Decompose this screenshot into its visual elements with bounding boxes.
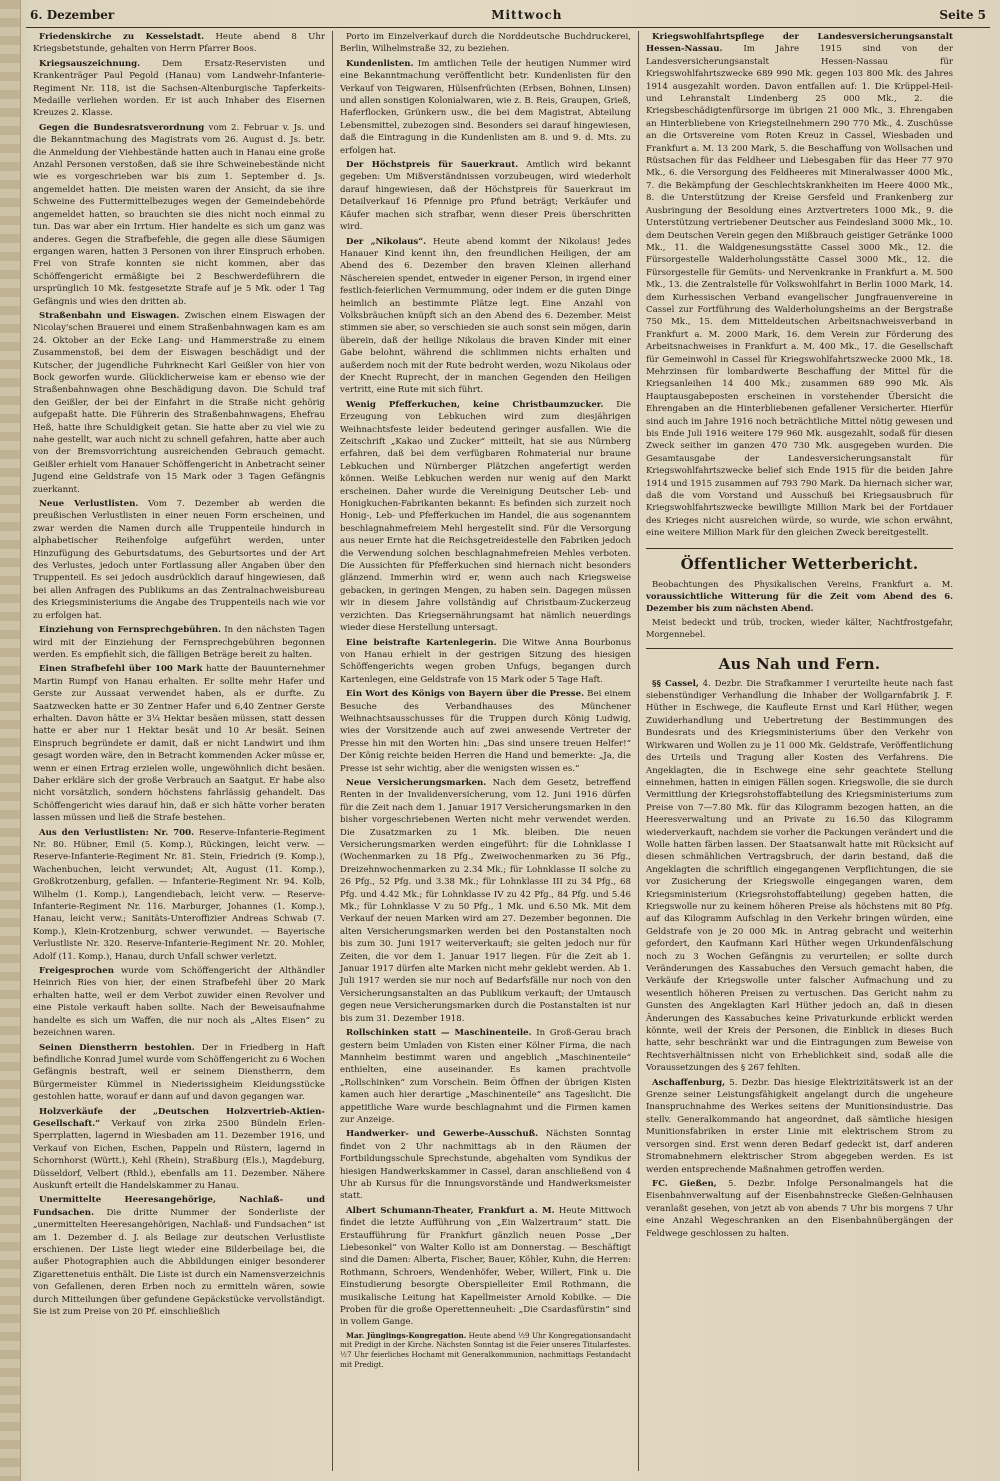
- article-body: Heute abend kommt der Nikolaus! Jedes Hanauer Kind kennt ihn, den freundlichen Heiligen, der am Abend des 6. Dezember den braven Kleinen allerhand Näschereien spendet, entweder in eigener Person, in irgend einer festlich-feierlichen Vermummung, oder indem er die guten Dinge heimlich an bestimmte Plätze legt. Eine Anzahl von Volksbräuchen knüpft sich an den Abend des 6. Dezember. Meist stimmen sie aber, so verschieden sie auch sonst sein mögen, darin überein, daß der heilige Nikolaus die braven Kinder mit einer Gabe belohnt, während die schlimmen nichts erhalten und außerdem noch mit der Rute bedroht werden, wozu Nikolaus oder der Knecht Ruprecht, der in manchen Gegenden den Heiligen vertritt, eine Rute mit sich führt.: [340, 236, 631, 396]
- article-body: Dem Ersatz-Reservisten und Krankenträger Paul Pegold (Hanau) vom Landwehr-Infanterie-Regiment Nr. 118, ist die Sachsen-Altenburgische Tapferkeits-Medaille verliehen worden. Er ist auch Inhaber des Eisernen Kreuzes 2. Klasse.: [33, 58, 325, 119]
- article-body: 5. Dezbr. Infolge Personalmangels hat die Eisenbahnverwaltung auf der Eisenbahnstrecke Gießen-Gelnhausen veranlaßt gesehen, von jetzt ab von abends 7 Uhr bis morgens 7 Uhr eine Anzahl Wegeschranken an den Eisenbahnübergängen der Feldwege geschlossen zu halten.: [646, 1178, 953, 1239]
- article: [33, 965, 325, 1039]
- article: [646, 31, 953, 540]
- weather-forecast: Meist bedeckt und trüb, trocken, wieder kälter, Nachtfrostgefahr, Morgennebel.: [646, 616, 953, 639]
- article-body: Im amtlichen Teile der heutigen Nummer wird eine Bekanntmachung veröffentlicht betr. Kundenlisten für den Verkauf von Teigwaren, Hülsenfrüchten (Erbsen, Bohnen, Linsen) und allen sonstigen Kolonialwaren, wie z. B. Reis, Graupen, Grieß, Haferflocken, Grünkern usw., die bei dem Magistrat, Abteilung Lebensmittel, zubezogen sind. Besonders sei darauf hingewiesen, daß die Eintragung in die Kundenlisten am 8. und 9. d. Mts. zu erfolgen hat.: [340, 58, 632, 156]
- article: [340, 637, 631, 687]
- header-page-number: Seite 5: [939, 8, 986, 22]
- article-headline: Albert Schumann-Theater, Frankfurt a. M.: [346, 1205, 555, 1216]
- section-nah-und-fern: [646, 678, 953, 1240]
- article-body: Bei einem Besuche des Verbandhauses des Münchener Weihnachtsausschusses für die Truppen durch König Ludwig, wies der Vorsitzende auch auf zwei anwesende Vertreter der Presse hin mit den Worten hin: „Das sind unsere treuen Helfer!“ Der König reichte beiden Herren die Hand und bemerkte: „Ja, die Presse ist sehr wichtig, aber die wenigsten wissen es.“: [340, 689, 631, 774]
- article-body: Amtlich wird bekannt gegeben: Um Mißverständnissen vorzubeugen, wird wiederholt darauf hingewiesen, daß der Höchstpreis für Sauerkraut im Detailverkauf 16 Pfennige pro Pfund beträgt; Verkäufer und Käufer machen sich strafbar, wenn dieser Preis überschritten wird.: [340, 160, 631, 233]
- article-headline: Seinen Dienstherrn bestohlen.: [39, 1042, 195, 1053]
- weather-report-lead: [646, 578, 953, 614]
- article-headline: Der Höchstpreis für Sauerkraut.: [346, 160, 519, 171]
- article-headline: Aschaffenburg,: [652, 1077, 726, 1088]
- article-body: 5. Dezbr. Das hiesige Elektrizitätswerk ist an der Grenze seiner Leistungsfähigkeit angelangt durch die ungeheure Inanspruchnahme des Werkes seitens der Munitionsindustrie. Das stellv. Generalkommando hat angeordnet, daß sämtliche hiesigen Munitionsfabriken in erster Linie mit elektrischem Strom zu versorgen sind. Erst wenn deren Bedarf gedeckt ist, darf anderen Stromabnehmern elektrischer Strom abgegeben werden. Es ist werden entsprechende Maßnahmen getroffen werden.: [646, 1077, 954, 1175]
- article: [33, 663, 325, 824]
- article-body: Heute abend ½9 Uhr Kongregationsandacht mit Predigt in der Kirche. Nächsten Sonntag ist die Feier unseres Titularfestes. ½7 Uhr feierliches Hochamt mit Generalkommunion, nachmittags Festandacht mit Predigt.: [340, 1330, 631, 1369]
- article-body: Die dritte Nummer der Sonderliste der „unermittelten Heeresangehörigen, Nachlaß- und Fundsachen“ ist am 1. Dezember d. J. als Beilage zur deutschen Verlustliste erschienen. Der Liste liegt wieder eine Bilderbeilage bei, die außer Photographien auch die Abbildungen einiger besonderer Zigarettenetuis enthält. Die Liste ist durch ein Namensverzeichnis von Gefallenen, deren Erben noch zu ermitteln wären, sowie durch Mitteilungen über gefundene Gepäckstücke vervollständigt. Sie ist zum Preise von 20 Pf. einschließlich: [33, 1207, 325, 1318]
- binding-edge: [0, 0, 21, 1481]
- article: [340, 399, 631, 635]
- article-body: Zwischen einem Eiswagen der Nicolay'schen Brauerei und einem Straßenbahnwagen kam es am 24. Oktober an der Ecke Lang- und Hammerstraße zu einem Zusammenstoß, bei dem der Eiswagen beschädigt und der Kutscher, der jugendliche Fuhrknecht Karl Geißler von hier von Bock geworfen wurde. Glücklicherweise kam er ebenso wie der Straßenbahnwagen ohne Beschädigung davon. Die Schuld traf den Geißler, der bei der Einfahrt in die Straße nicht gehörig aufgepaßt hatte. Die Führerin des Straßenbahnwagens, Ehefrau Heß, hatte ihre Schuldigkeit getan. Sie hatte aber zu viel wie zu nahe gestellt, war auch nicht zu schnell gefahren, hatte aber auch von der Bremsvorrichtung ausreichenden Gebrauch gemacht. Geißler erhielt vom Hanauer Schöffengericht in Anbetracht seiner Jugend eine Geldstrafe von 15 Mark oder 3 Tagen Gefängnis zuerkannt.: [33, 310, 326, 495]
- article-headline: Aus den Verlustlisten: Nr. 700.: [39, 827, 195, 838]
- article-headline: Kundenlisten.: [346, 58, 414, 69]
- article: [340, 236, 631, 397]
- section-title-nah-und-fern: Aus Nah und Fern.: [646, 648, 953, 673]
- article: [33, 1106, 325, 1193]
- column-left: [26, 31, 332, 1471]
- article-headline: Rollschinken statt — Maschinenteile.: [346, 1028, 532, 1039]
- article: [33, 498, 325, 622]
- article-body: Vom 7. Dezember ab werden die preußischen Verlustlisten in einer neuen Form erscheinen, und zwar werden die Namen durch alle Truppenteile hindurch in alphabetischer Reihenfolge aufgeführt werden, unter Hinzufügung des Geburtsdatums, des Geburtsortes und der Art des Verlustes, jedoch unter Fortlassung aller Angaben über den Truppenteil. Es sei jedoch ausdrücklich darauf hingewiesen, daß bei allen Anfragen des Publikums an das Zentralnachweisbureau des Kriegsministeriums die Angabe des Truppenteils nach wie vor zu erfolgen hat.: [33, 499, 325, 621]
- article: [646, 678, 953, 1075]
- article: [340, 688, 631, 775]
- article-headline: Friedenskirche zu Kesselstadt.: [39, 32, 205, 42]
- article: [33, 1194, 325, 1318]
- article-headline: Handwerker- und Gewerbe-Ausschuß.: [346, 1129, 539, 1140]
- article: [340, 1128, 631, 1202]
- article: [340, 1205, 631, 1329]
- weather-period: voraussichtliche Witterung für die Zeit vom Abend des 6. Dezember bis zum nächsten Abend.: [646, 590, 953, 613]
- column-right: [638, 31, 960, 1471]
- article: [33, 122, 325, 308]
- article-body: Heute abend 8 Uhr Kriegsbetstunde, gehalten von Herrn Pfarrer Boos.: [33, 32, 325, 55]
- article-headline: Gegen die Bundesratsverordnung: [39, 122, 205, 133]
- column-grid: [26, 31, 990, 1471]
- article-headline: Einziehung von Fernsprechgebühren.: [39, 625, 221, 636]
- welfare-report: [646, 31, 953, 540]
- article-headline: Freigesprochen: [39, 966, 114, 977]
- article: [340, 1027, 631, 1126]
- article-body: hatte der Bauunternehmer Martin Rumpf von Hanau erhalten. Er sollte mehr Hafer und Gerste zur Aussaat verwendet haben, als er durfte. Zu Saatzwecken hatte er 30 Zentner Hafer und 6,40 Zentner Gerste erhalten. Davon hätte er 3¼ Hektar besäen müssen, statt dessen hatte er aber nur 1 Hektar besät und 10 Ar besät. Seinen Einspruch begründete er damit, daß er nicht Landwirt und ihm gesagt worden wäre, den in Betracht kommenden Acker müsse er, wenn er einen Ertrag erzielen wolle, ungewöhnlich dicht besäen. Daher erkläre sich der große Verbrauch an Saatgut. Er habe also nicht vorsätzlich, sondern höchstens fahrlässig gehandelt. Das Schöffengericht wies darauf hin, daß er sich hätte vorher beraten lassen müssen und ließ die Strafe bestehen.: [33, 664, 326, 824]
- article-headline: Ein Wort des Königs von Bayern über die Presse.: [346, 689, 585, 700]
- article-headline: Holzverkäufe der „Deutschen Holzvertrieb-Aktien-Gesellschaft.“: [33, 1106, 325, 1129]
- article-headline: FC. Gießen,: [652, 1178, 717, 1189]
- article-body: Die Erzeugung von Lebkuchen wird zum diesjährigen Weihnachtsfeste leider bedeutend geringer ausfallen. Wie die Zeitschrift „Kakao und Zucker“ mitteilt, hat sie aus Nürnberg erfahren, daß bei dem verfügbaren Rohmaterial nur braune Lebkuchen und Nürnberger Plätzchen angefertigt werden können. Weiße Lebkuchen werden nur wenig auf den Markt erscheinen. Daher wurde die Vereinigung Deutscher Leb- und Honigkuchen-Fabrikanten bekannt: Es befinden sich zurzeit noch Honig-, Leb- und Pfefferkuchen im Handel, die aus sogenanntem beschlagnahmefreiem Mehl hergestellt sind. Für die Versorgung aus neuer Ernte hat die Reichsgetreidestelle den Fabriken jedoch die Verwendung solchen beschlagnahmefreien Mehles verboten. Die Aussichten für Pfefferkuchen sind hiernach nicht besonders glänzend. Immerhin wird er, wenn auch nach Kriegsweise gebacken, in geringen Mengen, zu haben sein. Dagegen müssen wir in diesem Jahre vollständig auf Christbaum-Zuckerzeug verzichten. Das Kriegsernährungsamt hat nämlich neuerdings wieder diese Herstellung untersagt.: [340, 399, 631, 634]
- article: [33, 1042, 325, 1104]
- article: [340, 159, 631, 233]
- article-body: Nächsten Sonntag findet von 2 Uhr nachmittags ab in den Räumen der Fortbildungsschule Sprechstunde, abgehalten vom Syndikus der hiesigen Handwerkskammer in Cassel, daran anschließend von 4 Uhr ab Kursus für die Innungsvorstände und Handwerksmeister statt.: [340, 1129, 632, 1202]
- article-headline: Mar. Jünglings-Kongregation.: [346, 1330, 467, 1340]
- article-body: vom 2. Februar v. Js. und die Bekanntmachung des Magistrats vom 26. August d. Js. betr. die Anmeldung der Viehbestände hatten auch in Hanau eine große Anzahl Personen verstoßen, daß sie ihre Schweinebestände nicht wie es vorgeschrieben war bis zum 1. September d. Js. angemeldet hatten. Die meisten waren der Ansicht, da sie ihre Schweine des Futtermittelbezuges wegen der Gemeindebehörde angemeldet hatten, so brauchten sie dies nicht noch einmal zu tun. Das war aber ein Irrtum. Hier handelte es sich um ganz was anderes. Gegen die Strafbefehle, die gegen alle diese Säumigen ergangen waren, hatten 3 Personen von ihrer Einspruch erhoben. Frei von Strafe konnten sie nicht kommen, aber das Schöffengericht ermäßigte bei 2 Beschwerdeführern die ursprünglich 10 Mk. festgesetzte Strafe auf je 5 Mk. oder 1 Tag Gefängnis und wies den dritten ab.: [33, 122, 326, 307]
- header-weekday: Mittwoch: [491, 8, 563, 22]
- article: [340, 1331, 631, 1369]
- article: [340, 58, 631, 157]
- article-body: wurde vom Schöffengericht der Althändler Heinrich Ries von hier, der einen Strafbefehl über 20 Mark erhalten hatte, weil er dem Verbot zuwider einen Revolver und eine Pistole verkauft haben sollte. Nach der Beweisaufnahme handelte es sich um Waffen, die nur noch als „Altes Eisen“ zu bezeichnen waren.: [33, 966, 326, 1039]
- article-body: Im Jahre 1915 sind von der Landesversicherungsanstalt Hessen-Nassau für Kriegswohlfahrtszwecke 689 990 Mk. gegen 103 800 Mk. des Jahres 1914 ausgezahlt worden. Davon entfallen auf: 1. Die Krüppel-Heil- und Lehranstalt Lindenberg 25 000 Mk., 2. die Kriegsbeschädigtenfürsorge im übrigen 21 000 Mk., 3. Ehrengaben an Hinterbliebene von Kriegsteilnehmern 290 770 Mk., 4. Zuschüsse an die Ortsvereine vom Roten Kreuz in Cassel, Wiesbaden und Frankfurt a. M. 13 200 Mark, 5. die Beschaffung von Wollsachen und Rüstsachen für das Feldheer und Liebesgaben für das Heer 77 970 Mk., 6. die Versorgung des Feldheeres mit Mineralwasser 4000 Mk., 7. die Bekämpfung der Geschlechtskrankheiten im Heere 4000 Mk., 8. die Unterstützung der Kreise Gersfeld und Frankenberg zur Ausbringung der Besoldung eines Arztvertreters 1000 Mk., 9. die Unterstützung vertriebener Deutscher aus Feindesland 3000 Mk., 10. dem Deutschen Verein gegen den Mißbrauch geistiger Getränke 1000 Mk., 11. die Waldgenesungsstätte Cassel 3000 Mk., 12. die Fürsorgestelle Walderholungsstätte Cassel 3000 Mk., 12. die Fürsorgestelle für Gemüts- und Nervenkranke in Frankfurt a. M. 500 Mk., 13. die Zentralstelle für Volkswohlfahrt in Berlin 1000 Mark, 14. dem Kurhessischen Verband evangelischer Jungfrauenvereine in Cassel zur Fortführung des Walderholungsheims an der Bergstraße 750 Mk., 15. dem Mitteldeutschen Arbeitsnachweisverband in Frankfurt a. M. 2000 Mark, 16. dem Verein zur Förderung des Arbeitsnachweises in Frankfurt a. M. 400 Mk., 17. die Gesellschaft für Gemeinwohl in Cassel für Kriegswohlfahrtszwecke 2000 Mk., 18. Mehrzinsen für lombardwerte Beschaffung der Mittel für die Kriegsanleihen 14 400 Mk.; zusammen 689 990 Mk. Als Hauptausgabeposten erscheinen in vorstehender Übersicht die Ehrengaben an die Hinterbliebenen gefallener Versicherter. Hierfür sind auch im Jahre 1916 noch beträchtliche Mittel nötig gewesen und bis Ende Juli 1916 weitere 179 960 Mk. ausgezahlt, sodaß für diesen Zweck seither im ganzen 470 730 Mk. ausgegeben wurden. Die Gesamtausgabe der Landesversicherungsanstalt für Kriegswohlfahrtszwecke belief sich Ende 1915 für die beiden Jahre 1914 und 1915 zusammen auf 793 790 Mark. Da hiernach sicher war, daß die vom Vorstand und Ausschuß bei Kriegsausbruch für Kriegswohlfahrtszwecke bewilligte Million Mark bei der Fortdauer des Krieges nicht ausreichen würde, so wurde, wie schon erwähnt, eine weitere Million Mark für den gleichen Zweck bereitgestellt.: [646, 44, 954, 539]
- article-headline: Der „Nikolaus“.: [346, 236, 427, 247]
- article-headline: Straßenbahn und Eiswagen.: [39, 310, 180, 321]
- article: [340, 31, 631, 56]
- article-headline: Unermittelte Heeresangehörige, Nachlaß- und Fundsachen.: [33, 1195, 325, 1218]
- column-middle: [332, 31, 638, 1471]
- article: [646, 1077, 953, 1176]
- article: [33, 31, 325, 56]
- header-date: 6. Dezember: [30, 8, 115, 22]
- article-headline: §§ Cassel,: [652, 678, 699, 689]
- article-body: In Groß-Gerau brach gestern beim Umladen von Kisten einer Kölner Firma, die nach Mannheim bestimmt waren und angeblich „Maschinenteile“ enthielten, eine auseinander. Es kamen prachtvolle „Rollschinken“ zum Vorschein. Beim Öffnen der übrigen Kisten kamen auch hier derartige „Maschinenteile“ ans Tageslicht. Die appetitliche Ware wurde beschlagnahmt und die Firmen kamen zur Anzeige.: [340, 1028, 631, 1125]
- article: [33, 310, 325, 496]
- article-body: 4. Dezbr. Die Strafkammer I verurteilte heute nach fast siebenstündiger Verhandlung die Inhaber der Wollgarnfabrik J. F. Hüther in Eschwege, die Kaufleute Ernst und Karl Hüther, wegen Zuwiderhandlung und Uebertretung der Bestimmungen des Bundesrats und des Kriegsministeriums über den Verkehr von Wirkwaren und Wollen zu je 11 000 Mk. Geldstrafe, Veröffentlichung des Urteils und Tragung aller Kosten des Verfahrens. Die Angeklagten, die in Eschwege eine sehr geachtete Stellung einnehmen, hatten in einigen Fällen sogen. Kriegswolle, die sie durch Vermittlung der Kriegsrohstoffabteilung des Kriegsministeriums zum Preise von 7—7.80 Mk. für das Kilogramm bezogen hatten, an die Heeresverwaltung und an Private zu 16.50 das Kilogramm wiederverkauft, nachdem sie vorher die Packungen verändert und die Wolle hatten färben lassen. Der Staatsanwalt hatte mit Rücksicht auf diesen schmählichen Vertragsbruch, der darin bestand, daß die Angeklagten die schriftlich eingegangenen Verpflichtungen, die sie vor Zusicherung der Kriegswolle eingegangen waren, dem Kriegsministerium (Kriegsrohstoffabteilung) gegeben hatten, die Kriegswolle nur zu keinem höheren Preise als höchstens mit 80 Pfg. auf das Kilogramm Aufschlag in den Verkehr bringen würden, eine Geldstrafe von je 20 000 Mk. in Antrag gebracht und weiterhin gefordert, den Kaufmann Karl Hüther wegen Urkundenfälschung noch zu 3 Wochen Gefängnis zu verurteilen; er sollte durch Veränderungen des Kassabuches den Versuch gemacht haben, die Verkäufe der Kriegswolle unter falscher Aufmachung und zu wesentlich höheren Preisen zu vertuschen. Das Gericht nahm zu Gunsten des Angeklagten Karl Hüther jedoch an, daß in diesen Änderungen des Kassabuches keine Privaturkunde erblickt werden könnte, weil der Kreis der Personen, die Einblick in dieses Buch hatte, sehr beschränkt war und die Eintragungen zum Beweise von Rechtsverhältnissen nicht von Erheblichkeit sind, sodaß alle die Voraussetzungen des § 267 fehlten.: [646, 678, 953, 1074]
- article-headline: Neue Verlustlisten.: [39, 499, 139, 510]
- article-body: Verkauf von zirka 2500 Bündeln Erlen-Sperrplatten, lagernd in Wiesbaden am 11. Dezember 1916, und Verkauf von Eichen, Eschen, Pappeln und Rüstern, lagernd in Schornhorst (Württ.), Kehl (Rhein), Straßburg (Els.), Magdeburg, Düsseldorf, Velbert (Rhld.), ebenfalls am 11. Dezember. Nähere Auskunft erteilt die Handelskammer zu Hanau.: [33, 1118, 326, 1191]
- article-headline: Wenig Pfefferkuchen, keine Christbaumzucker.: [346, 399, 604, 410]
- article-headline: Neue Versicherungsmarken.: [346, 777, 487, 788]
- article-body: Der in Friedberg in Haft befindliche Konrad Jumel wurde vom Schöffengericht zu 6 Wochen Gefängnis bestraft, weil er seinem Dienstherrn, dem Bürgermeister Kümmel in Niederissigheim Kleidungsstücke gestohlen hatte, worauf er dann auf und davon gegangen war.: [33, 1042, 325, 1103]
- article: [340, 777, 631, 1025]
- article-body: Reserve-Infanterie-Regiment Nr. 80. Hübner, Emil (5. Komp.), Rückingen, leicht verw. — Reserve-Infanterie-Regiment Nr. 81. Stein, Friedrich (9. Komp.), Wachenbuchen, leicht verwundet; Alt, August (11. Komp.), Großkrotzenburg, gefallen. — Infanterie-Regiment Nr. 94. Kolb, Wilhelm (1. Komp.), Langendiebach, leicht verw. — Reserve-Infanterie-Regiment Nr. 116. Marburger, Johannes (1. Komp.), Hanau, leicht verw.; Sanitäts-Unteroffizier Andreas Schwab (7. Komp.), Klein-Krotzenburg, schwer verwundet. — Bayerische Verlustliste Nr. 320. Reserve-Infanterie-Regiment Nr. 20. Mohler, Adolf (11. Komp.), Hanau, durch Unfall schwer verletzt.: [33, 827, 325, 962]
- weather-report-title: Öffentlicher Wetterbericht.: [646, 548, 953, 573]
- article-headline: Einen Strafbefehl über 100 Mark: [39, 664, 203, 675]
- article: [33, 827, 325, 963]
- article-body: In den nächsten Tagen wird mit der Einziehung der Fernsprechgebühren begonnen werden. Es empfiehlt sich, die fälligen Beträge bereit zu halten.: [33, 625, 325, 660]
- article-headline: Eine beistrafte Kartenlegerin.: [346, 637, 497, 648]
- article-body: Nach dem Gesetz, betreffend Renten in der Invalidenversicherung, vom 12. Juni 1916 dürfen für die Zeit nach dem 1. Januar 1917 Versicherungsmarken in den bisher vorgeschriebenen Werten nicht mehr verwendet werden. Die Zusatzmarken zu 1 Mk. bleiben. Die neuen Versicherungsmarken werden eingeführt: für die Lohnklasse I (Wochenmarken zu 18 Pfg., Zweiwochenmarken zu 36 Pfg., Dreizehnwochenmarken zu 2.34 Mk.; für Lohnklasse II solche zu 26 Pfg., 52 Pfg. und 3.38 Mk.; für Lohnklasse III zu 34 Pfg., 68 Pfg. und 4.42 Mk.; für Lohnklasse IV zu 42 Pfg., 84 Pfg. und 5.46 Mk.; für Lohnklasse V zu 50 Pfg., 1 Mk. und 6.50 Mk. Mit dem Verkauf der neuen Marken wird am 27. Dezember begonnen. Die alten Versicherungsmarken werden bei den Postanstalten noch bis zum 30. Juni 1917 weiterverkauft; sie gelten jedoch nur für Zeiten, die vor dem 1. Januar 1917 liegen. Für die Zeit ab 1. Januar 1917 dürfen alte Marken nicht mehr geklebt werden. Ab 1. Juli 1917 werden sie nur noch auf Bedarfsfälle nur noch von den Versicherungsanstalten an das Publikum verkauft; der Umtausch gegen neue Versicherungsmarken durch die Postanstalten ist nur bis zum 31. Dezember 1918.: [340, 777, 632, 1024]
- article: [33, 58, 325, 120]
- page-header: [26, 6, 990, 28]
- article-headline: Kriegswohlfahrtspflege der Landesversicherungsanstalt Hessen-Nassau.: [646, 32, 953, 55]
- article-body: Die Witwe Anna Bourbonus von Hanau erhielt in der gestrigen Sitzung des hiesigen Schöffengerichts wegen groben Unfugs, begangen durch Kartenlegen, eine Geldstrafe von 15 Mark oder 5 Tage Haft.: [340, 637, 631, 685]
- article-body: Heute Mittwoch findet die letzte Aufführung von „Ein Walzertraum“ statt. Die Erstaufführung für Frankfurt gänzlich neuen Posse „Der Liebesonkel“ von Walter Kollo ist am Donnerstag. — Beschäftigt sind die Damen: Alberta, Fischer, Bauer, Köhler, Kuhn, die Herren: Rothmann, Schroers, Wendenhöfer, Weber, Willert, Fink u. Die Einstudierung besorgte Oberspielleiter Emil Rothmann, die musikalische Leitung hat Kapellmeister Arnold Kobilke. — Die Proben für die große Operettenneuheit: „Die Csardasfürstin“ sind in vollem Gange.: [340, 1205, 632, 1328]
- article: [646, 1178, 953, 1240]
- article-body: Porto im Einzelverkauf durch die Norddeutsche Buchdruckerei, Berlin, Wilhelmstraße 32, zu beziehen.: [340, 32, 631, 55]
- article-headline: Kriegsauszeichnung.: [39, 58, 141, 69]
- weather-source: Beobachtungen des Physikalischen Vereins, Frankfurt a. M.: [652, 578, 953, 589]
- article: [33, 624, 325, 661]
